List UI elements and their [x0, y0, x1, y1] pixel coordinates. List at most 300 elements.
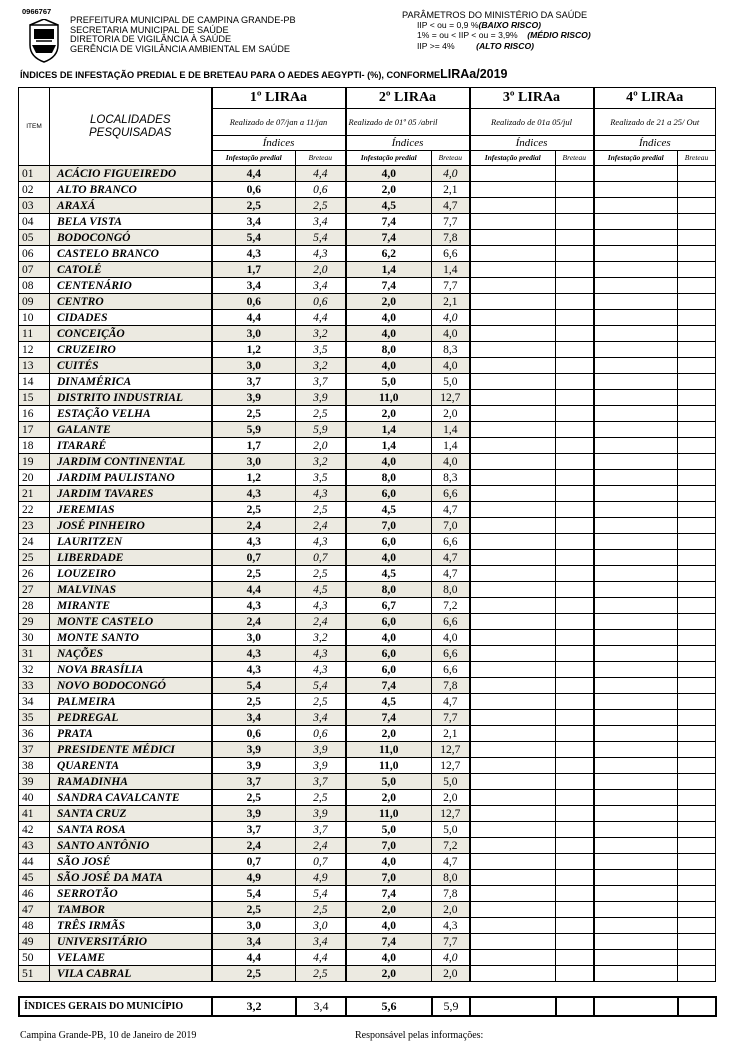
- total-br-round-1: 3,4: [296, 997, 346, 1016]
- table-row: [19, 230, 716, 246]
- row-ip-round-3: [470, 166, 556, 182]
- row-ip-round-4: [594, 950, 678, 966]
- row-locality: QUARENTA: [50, 758, 212, 774]
- row-br-round-3: [556, 950, 594, 966]
- document-number: 0966767: [22, 7, 52, 16]
- row-ip-round-4: [594, 502, 678, 518]
- row-br-round-3: [556, 534, 594, 550]
- row-locality: SANTA ROSA: [50, 822, 212, 838]
- ministry-parameters: [402, 10, 591, 51]
- row-locality: SÃO JOSÉ DA MATA: [50, 870, 212, 886]
- row-ip-round-1: 3,0: [212, 918, 296, 934]
- row-br-round-1: 3,7: [296, 774, 346, 790]
- table-row: [19, 950, 716, 966]
- row-br-round-1: 2,5: [296, 790, 346, 806]
- row-locality: SERROTÃO: [50, 886, 212, 902]
- row-br-round-4: [678, 502, 716, 518]
- row-ip-round-1: 2,5: [212, 406, 296, 422]
- row-ip-round-2: 2,0: [346, 726, 432, 742]
- row-br-round-1: 2,4: [296, 614, 346, 630]
- row-br-round-1: 3,5: [296, 470, 346, 486]
- round-1-date: Realizado de 07/jan a 11/jan: [212, 109, 346, 136]
- row-br-round-2: 1,4: [432, 262, 470, 278]
- row-br-round-1: 4,4: [296, 950, 346, 966]
- row-item-number: 26: [19, 566, 50, 582]
- row-ip-round-3: [470, 534, 556, 550]
- row-br-round-3: [556, 502, 594, 518]
- row-br-round-1: 4,3: [296, 534, 346, 550]
- table-row: [19, 374, 716, 390]
- row-br-round-4: [678, 710, 716, 726]
- localities-header: LOCALIDADES PESQUISADAS: [50, 88, 212, 166]
- params-title: PARÂMETROS DO MINISTÉRIO DA SAÚDE: [402, 10, 588, 20]
- row-locality: BELA VISTA: [50, 214, 212, 230]
- row-br-round-4: [678, 454, 716, 470]
- table-row: [19, 294, 716, 310]
- row-ip-round-1: 4,3: [212, 646, 296, 662]
- row-br-round-3: [556, 742, 594, 758]
- row-item-number: 12: [19, 342, 50, 358]
- row-item-number: 21: [19, 486, 50, 502]
- row-ip-round-2: 11,0: [346, 742, 432, 758]
- row-ip-round-4: [594, 230, 678, 246]
- row-item-number: 45: [19, 870, 50, 886]
- row-ip-round-2: 7,0: [346, 518, 432, 534]
- row-item-number: 19: [19, 454, 50, 470]
- row-br-round-4: [678, 294, 716, 310]
- row-br-round-4: [678, 838, 716, 854]
- col-breteau-header: Breteau: [432, 151, 470, 166]
- param-medium: 1% = ou < IIP < ou = 3,9% (MÉDIO RISCO): [417, 30, 591, 41]
- row-ip-round-3: [470, 470, 556, 486]
- row-ip-round-2: 6,0: [346, 646, 432, 662]
- row-br-round-3: [556, 854, 594, 870]
- col-breteau-header: Breteau: [296, 151, 346, 166]
- row-ip-round-2: 5,0: [346, 774, 432, 790]
- row-ip-round-4: [594, 822, 678, 838]
- row-ip-round-2: 7,0: [346, 838, 432, 854]
- total-ip-round-1: 3,2: [212, 997, 296, 1016]
- row-br-round-4: [678, 262, 716, 278]
- table-row: [19, 934, 716, 950]
- row-ip-round-3: [470, 646, 556, 662]
- row-br-round-1: 2,5: [296, 566, 346, 582]
- row-br-round-1: 3,4: [296, 214, 346, 230]
- row-ip-round-4: [594, 694, 678, 710]
- row-br-round-3: [556, 198, 594, 214]
- row-ip-round-4: [594, 566, 678, 582]
- row-br-round-4: [678, 726, 716, 742]
- row-br-round-2: 4,7: [432, 694, 470, 710]
- row-br-round-2: 4,0: [432, 950, 470, 966]
- row-ip-round-3: [470, 390, 556, 406]
- row-br-round-2: 7,8: [432, 230, 470, 246]
- row-item-number: 25: [19, 550, 50, 566]
- row-ip-round-3: [470, 294, 556, 310]
- row-br-round-4: [678, 870, 716, 886]
- row-ip-round-4: [594, 278, 678, 294]
- row-br-round-3: [556, 614, 594, 630]
- row-br-round-2: 2,0: [432, 406, 470, 422]
- row-ip-round-4: [594, 246, 678, 262]
- row-ip-round-1: 3,0: [212, 326, 296, 342]
- row-item-number: 04: [19, 214, 50, 230]
- row-br-round-3: [556, 726, 594, 742]
- row-ip-round-4: [594, 742, 678, 758]
- round-4-header: 4º LIRAa: [594, 88, 716, 109]
- row-ip-round-3: [470, 246, 556, 262]
- table-row: [19, 598, 716, 614]
- row-item-number: 44: [19, 854, 50, 870]
- row-ip-round-4: [594, 534, 678, 550]
- row-item-number: 03: [19, 198, 50, 214]
- row-ip-round-4: [594, 518, 678, 534]
- row-br-round-1: 2,5: [296, 902, 346, 918]
- row-item-number: 49: [19, 934, 50, 950]
- table-row: [19, 902, 716, 918]
- row-ip-round-4: [594, 422, 678, 438]
- row-ip-round-2: 2,0: [346, 790, 432, 806]
- row-ip-round-4: [594, 262, 678, 278]
- row-item-number: 02: [19, 182, 50, 198]
- row-ip-round-2: 4,0: [346, 550, 432, 566]
- row-locality: SÃO JOSÉ: [50, 854, 212, 870]
- row-br-round-2: 6,6: [432, 246, 470, 262]
- row-ip-round-3: [470, 598, 556, 614]
- row-ip-round-1: 0,6: [212, 182, 296, 198]
- row-br-round-3: [556, 678, 594, 694]
- round-1-header: 1º LIRAa: [212, 88, 346, 109]
- row-br-round-3: [556, 710, 594, 726]
- row-br-round-2: 7,2: [432, 598, 470, 614]
- row-br-round-4: [678, 790, 716, 806]
- row-ip-round-1: 5,4: [212, 230, 296, 246]
- row-ip-round-1: 2,5: [212, 902, 296, 918]
- row-br-round-2: 4,0: [432, 630, 470, 646]
- row-br-round-3: [556, 166, 594, 182]
- row-ip-round-4: [594, 934, 678, 950]
- table-row: [19, 438, 716, 454]
- row-br-round-3: [556, 246, 594, 262]
- row-br-round-2: 4,7: [432, 198, 470, 214]
- row-br-round-1: 2,4: [296, 518, 346, 534]
- row-ip-round-1: 2,5: [212, 966, 296, 982]
- row-ip-round-1: 0,7: [212, 854, 296, 870]
- row-br-round-3: [556, 566, 594, 582]
- row-ip-round-1: 4,3: [212, 598, 296, 614]
- row-ip-round-3: [470, 662, 556, 678]
- row-br-round-2: 7,7: [432, 278, 470, 294]
- row-item-number: 14: [19, 374, 50, 390]
- row-br-round-3: [556, 518, 594, 534]
- row-ip-round-1: 0,6: [212, 726, 296, 742]
- row-ip-round-2: 8,0: [346, 470, 432, 486]
- row-br-round-2: 4,0: [432, 326, 470, 342]
- row-item-number: 40: [19, 790, 50, 806]
- row-ip-round-3: [470, 790, 556, 806]
- row-ip-round-1: 4,9: [212, 870, 296, 886]
- row-br-round-3: [556, 406, 594, 422]
- table-row: [19, 278, 716, 294]
- row-ip-round-3: [470, 742, 556, 758]
- row-br-round-4: [678, 470, 716, 486]
- row-ip-round-4: [594, 598, 678, 614]
- row-br-round-1: 2,5: [296, 406, 346, 422]
- table-row: [19, 838, 716, 854]
- row-br-round-1: 4,3: [296, 246, 346, 262]
- row-ip-round-4: [594, 486, 678, 502]
- row-br-round-3: [556, 214, 594, 230]
- row-ip-round-1: 3,0: [212, 454, 296, 470]
- row-ip-round-3: [470, 566, 556, 582]
- row-ip-round-1: 3,4: [212, 214, 296, 230]
- row-ip-round-1: 5,4: [212, 678, 296, 694]
- row-br-round-4: [678, 662, 716, 678]
- row-br-round-2: 4,3: [432, 918, 470, 934]
- table-row: [19, 422, 716, 438]
- municipal-totals: [18, 996, 717, 1017]
- total-br-round-4: [678, 997, 716, 1016]
- row-ip-round-1: 4,4: [212, 310, 296, 326]
- col-breteau-header: Breteau: [556, 151, 594, 166]
- row-ip-round-4: [594, 646, 678, 662]
- row-br-round-1: 3,2: [296, 454, 346, 470]
- row-br-round-1: 4,3: [296, 646, 346, 662]
- row-ip-round-4: [594, 886, 678, 902]
- row-ip-round-1: 5,9: [212, 422, 296, 438]
- row-br-round-3: [556, 278, 594, 294]
- row-ip-round-1: 2,5: [212, 694, 296, 710]
- row-br-round-2: 6,6: [432, 646, 470, 662]
- row-ip-round-2: 7,4: [346, 678, 432, 694]
- row-ip-round-3: [470, 758, 556, 774]
- row-ip-round-1: 2,5: [212, 790, 296, 806]
- row-ip-round-4: [594, 310, 678, 326]
- organization-header: [70, 16, 296, 54]
- row-br-round-2: 7,7: [432, 214, 470, 230]
- row-br-round-3: [556, 470, 594, 486]
- row-br-round-4: [678, 694, 716, 710]
- row-br-round-1: 2,5: [296, 966, 346, 982]
- row-ip-round-4: [594, 854, 678, 870]
- row-locality: JARDIM TAVARES: [50, 486, 212, 502]
- row-br-round-3: [556, 790, 594, 806]
- row-item-number: 07: [19, 262, 50, 278]
- row-ip-round-1: 3,4: [212, 710, 296, 726]
- row-ip-round-3: [470, 182, 556, 198]
- row-item-number: 22: [19, 502, 50, 518]
- table-row: [19, 694, 716, 710]
- row-item-number: 05: [19, 230, 50, 246]
- row-locality: JOSÉ PINHEIRO: [50, 518, 212, 534]
- row-locality: LOUZEIRO: [50, 566, 212, 582]
- row-ip-round-1: 4,3: [212, 534, 296, 550]
- table-row: [19, 758, 716, 774]
- row-br-round-3: [556, 870, 594, 886]
- row-locality: JARDIM PAULISTANO: [50, 470, 212, 486]
- row-ip-round-2: 11,0: [346, 390, 432, 406]
- total-br-round-2: 5,9: [432, 997, 470, 1016]
- row-locality: CENTRO: [50, 294, 212, 310]
- row-locality: VILA CABRAL: [50, 966, 212, 982]
- row-item-number: 16: [19, 406, 50, 422]
- row-br-round-3: [556, 358, 594, 374]
- row-br-round-2: 7,7: [432, 934, 470, 950]
- row-br-round-2: 7,7: [432, 710, 470, 726]
- row-ip-round-3: [470, 550, 556, 566]
- row-br-round-3: [556, 918, 594, 934]
- total-ip-round-4: [594, 997, 678, 1016]
- row-br-round-2: 4,0: [432, 166, 470, 182]
- row-br-round-1: 5,9: [296, 422, 346, 438]
- row-locality: ALTO BRANCO: [50, 182, 212, 198]
- row-ip-round-2: 4,0: [346, 454, 432, 470]
- row-ip-round-3: [470, 726, 556, 742]
- row-ip-round-3: [470, 886, 556, 902]
- table-row: [19, 806, 716, 822]
- row-ip-round-2: 6,0: [346, 662, 432, 678]
- round-2-date: Realizado de 01º 05 /abril: [346, 109, 470, 136]
- row-br-round-3: [556, 374, 594, 390]
- row-ip-round-4: [594, 438, 678, 454]
- total-br-round-3: [556, 997, 594, 1016]
- table-row: [19, 342, 716, 358]
- row-locality: CENTENÁRIO: [50, 278, 212, 294]
- row-item-number: 15: [19, 390, 50, 406]
- row-locality: GALANTE: [50, 422, 212, 438]
- row-locality: SANTA CRUZ: [50, 806, 212, 822]
- col-infestacao-header: Infestação predial: [594, 151, 678, 166]
- row-br-round-1: 3,4: [296, 934, 346, 950]
- row-br-round-3: [556, 262, 594, 278]
- row-locality: CRUZEIRO: [50, 342, 212, 358]
- row-ip-round-2: 8,0: [346, 342, 432, 358]
- row-ip-round-3: [470, 934, 556, 950]
- row-ip-round-4: [594, 198, 678, 214]
- row-item-number: 13: [19, 358, 50, 374]
- row-locality: RAMADINHA: [50, 774, 212, 790]
- row-br-round-3: [556, 838, 594, 854]
- org-line: PREFEITURA MUNICIPAL DE CAMPINA GRANDE-PB: [70, 15, 296, 25]
- row-locality: ITARARÉ: [50, 438, 212, 454]
- row-br-round-4: [678, 774, 716, 790]
- row-br-round-4: [678, 214, 716, 230]
- row-locality: JEREMIAS: [50, 502, 212, 518]
- row-ip-round-3: [470, 358, 556, 374]
- row-ip-round-2: 8,0: [346, 582, 432, 598]
- row-ip-round-3: [470, 502, 556, 518]
- row-ip-round-1: 2,4: [212, 614, 296, 630]
- row-br-round-3: [556, 630, 594, 646]
- row-ip-round-1: 3,0: [212, 630, 296, 646]
- row-br-round-4: [678, 166, 716, 182]
- row-br-round-1: 5,4: [296, 230, 346, 246]
- row-br-round-3: [556, 390, 594, 406]
- row-ip-round-1: 4,4: [212, 582, 296, 598]
- row-br-round-2: 4,0: [432, 310, 470, 326]
- indices-label: Índices: [470, 136, 594, 151]
- row-br-round-1: 3,0: [296, 918, 346, 934]
- table-row: [19, 310, 716, 326]
- row-locality: CONCEIÇÃO: [50, 326, 212, 342]
- row-locality: BODOCONGÓ: [50, 230, 212, 246]
- row-locality: CATOLÉ: [50, 262, 212, 278]
- row-ip-round-3: [470, 614, 556, 630]
- row-br-round-1: 3,4: [296, 710, 346, 726]
- row-br-round-2: 6,6: [432, 534, 470, 550]
- row-item-number: 23: [19, 518, 50, 534]
- row-locality: LIBERDADE: [50, 550, 212, 566]
- row-ip-round-3: [470, 486, 556, 502]
- row-item-number: 32: [19, 662, 50, 678]
- row-ip-round-4: [594, 182, 678, 198]
- row-ip-round-1: 2,5: [212, 502, 296, 518]
- row-ip-round-4: [594, 662, 678, 678]
- row-ip-round-3: [470, 278, 556, 294]
- row-ip-round-1: 3,4: [212, 278, 296, 294]
- row-br-round-4: [678, 278, 716, 294]
- municipal-crest-logo: [26, 19, 62, 63]
- table-row: [19, 166, 716, 182]
- row-ip-round-3: [470, 438, 556, 454]
- row-br-round-1: 3,7: [296, 374, 346, 390]
- row-br-round-3: [556, 934, 594, 950]
- row-br-round-4: [678, 566, 716, 582]
- row-ip-round-3: [470, 342, 556, 358]
- row-ip-round-1: 3,7: [212, 822, 296, 838]
- row-ip-round-1: 3,9: [212, 390, 296, 406]
- row-br-round-2: 6,6: [432, 486, 470, 502]
- row-br-round-1: 3,2: [296, 326, 346, 342]
- row-ip-round-1: 3,7: [212, 774, 296, 790]
- row-br-round-4: [678, 534, 716, 550]
- document-title: ÍNDICES DE INFESTAÇÃO PREDIAL E DE BRETEAU PARA O AEDES AEGYPTI- (%), CONFORMELIRAa/2019: [20, 67, 508, 81]
- row-ip-round-3: [470, 902, 556, 918]
- row-br-round-3: [556, 230, 594, 246]
- row-ip-round-2: 7,4: [346, 230, 432, 246]
- row-br-round-1: 0,6: [296, 726, 346, 742]
- row-locality: CASTELO BRANCO: [50, 246, 212, 262]
- row-ip-round-2: 4,0: [346, 854, 432, 870]
- row-ip-round-1: 1,7: [212, 262, 296, 278]
- row-br-round-1: 3,2: [296, 358, 346, 374]
- row-br-round-4: [678, 518, 716, 534]
- total-ip-round-2: 5,6: [346, 997, 432, 1016]
- row-ip-round-2: 7,4: [346, 710, 432, 726]
- table-row: [19, 710, 716, 726]
- row-locality: ARAXÁ: [50, 198, 212, 214]
- row-br-round-4: [678, 310, 716, 326]
- row-ip-round-3: [470, 406, 556, 422]
- row-ip-round-2: 1,4: [346, 262, 432, 278]
- row-ip-round-3: [470, 678, 556, 694]
- row-ip-round-4: [594, 214, 678, 230]
- row-ip-round-3: [470, 822, 556, 838]
- row-ip-round-3: [470, 582, 556, 598]
- row-locality: MALVINAS: [50, 582, 212, 598]
- col-infestacao-header: Infestação predial: [212, 151, 296, 166]
- row-br-round-1: 3,9: [296, 806, 346, 822]
- row-ip-round-1: 4,3: [212, 662, 296, 678]
- row-ip-round-4: [594, 358, 678, 374]
- row-locality: SANDRA CAVALCANTE: [50, 790, 212, 806]
- row-br-round-3: [556, 646, 594, 662]
- row-locality: LAURITZEN: [50, 534, 212, 550]
- row-ip-round-4: [594, 550, 678, 566]
- row-br-round-1: 0,6: [296, 182, 346, 198]
- row-br-round-2: 4,7: [432, 566, 470, 582]
- row-br-round-4: [678, 326, 716, 342]
